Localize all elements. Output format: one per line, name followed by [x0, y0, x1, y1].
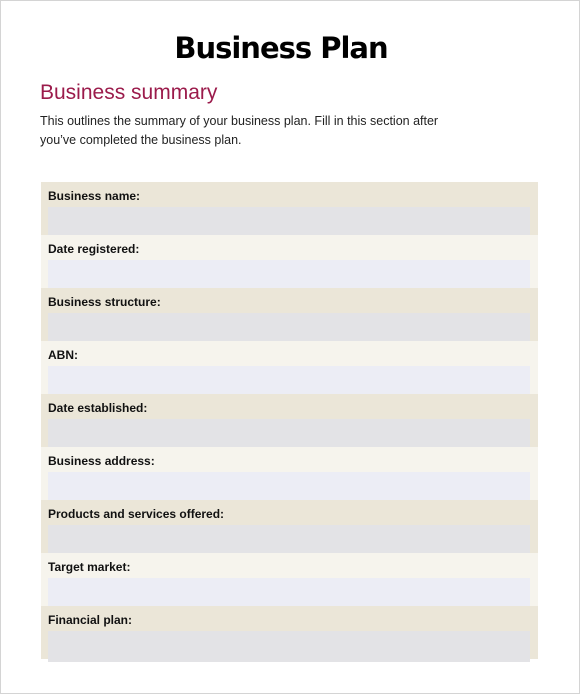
field-label: Business structure: — [48, 295, 161, 309]
field-label: Date registered: — [48, 242, 140, 256]
financial-plan-field[interactable] — [48, 631, 530, 662]
form-row-date-established — [41, 394, 538, 447]
form-row-business-address — [41, 447, 538, 500]
field-label: Business name: — [48, 189, 141, 203]
field-label: Financial plan: — [48, 613, 133, 627]
field-label: ABN: — [48, 348, 78, 362]
products-services-field[interactable] — [48, 525, 530, 556]
intro-line-2: you’ve completed the business plan. — [40, 132, 242, 147]
date-registered-field[interactable] — [48, 260, 530, 291]
business-name-field[interactable] — [48, 207, 530, 238]
abn-field[interactable] — [48, 366, 530, 397]
field-label: Date established: — [48, 401, 148, 415]
document-title: Business Plan — [174, 31, 388, 65]
form-row-date-registered — [41, 235, 538, 288]
business-summary-form — [41, 182, 538, 659]
field-label: Business address: — [48, 454, 155, 468]
form-row-business-structure — [41, 288, 538, 341]
section-heading: Business summary — [40, 81, 218, 104]
field-label: Target market: — [48, 560, 131, 574]
form-row-business-name — [41, 182, 538, 235]
intro-paragraph — [40, 112, 460, 149]
form-row-products-services — [41, 500, 538, 553]
business-structure-field[interactable] — [48, 313, 530, 344]
intro-line-1: This outlines the summary of your business plan. Fill in this section after — [40, 114, 439, 128]
business-address-field[interactable] — [48, 472, 530, 503]
date-established-field[interactable] — [48, 419, 530, 450]
form-row-financial-plan — [41, 606, 538, 659]
target-market-field[interactable] — [48, 578, 530, 609]
field-label: Products and services offered: — [48, 507, 225, 521]
form-row-abn — [41, 341, 538, 394]
form-row-target-market — [41, 553, 538, 606]
